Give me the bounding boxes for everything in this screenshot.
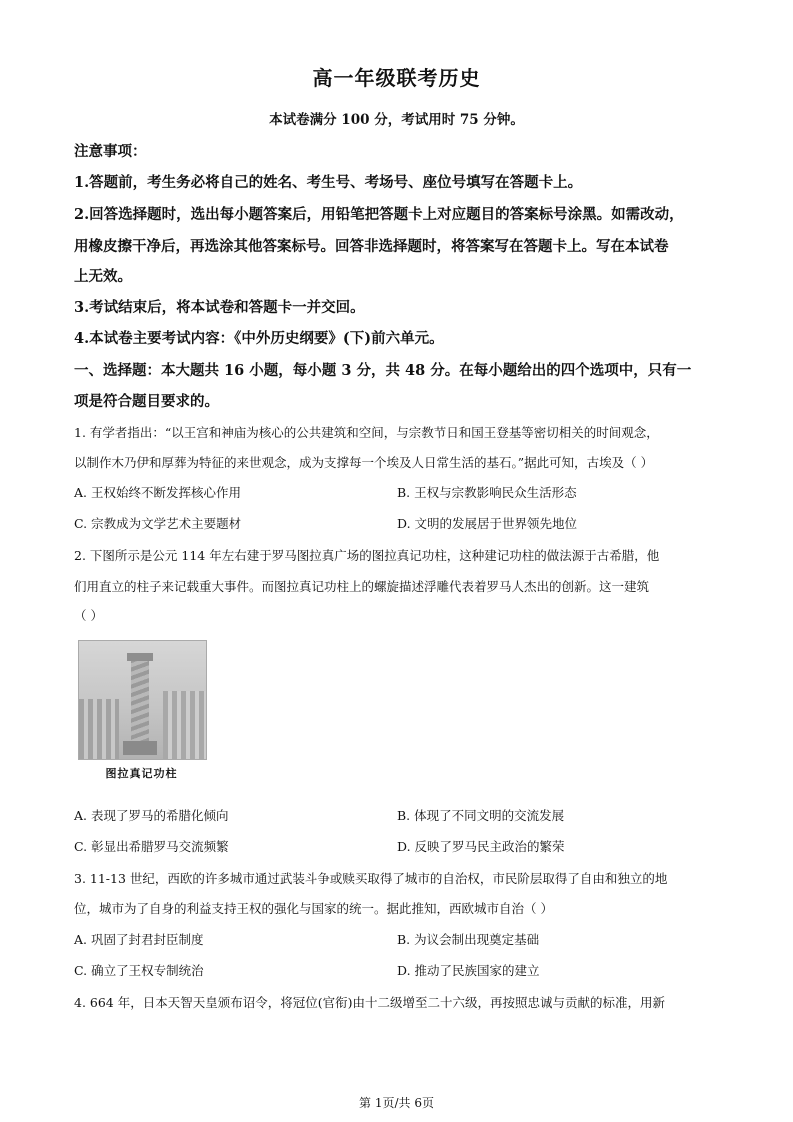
- notice-item: 2.回答选择题时，选出每小题答案后，用铅笔把答题卡上对应题目的答案标号涂黑。如需改动，: [74, 206, 684, 223]
- section-heading: 一、选择题：本大题共 16 小题，每小题 3 分，共 48 分。在每小题给出的四个选项中，只有一: [74, 362, 692, 379]
- question-1-option-a: A. 王权始终不断发挥核心作用: [74, 485, 241, 500]
- question-4-text: 4. 664 年，日本天智天皇颁布诏令，将冠位(官衔)由十二级增至二十六级，再按照忠诚与贡献的标准，用新: [74, 995, 665, 1010]
- question-1-text: 以制作木乃伊和厚葬为特征的来世观念，成为支撑每一个埃及人日常生活的基石。”据此可知，古埃及（ ）: [74, 455, 654, 470]
- trajan-column-image: [78, 640, 207, 760]
- question-1-option-c: C. 宗教成为文学艺术主要题材: [74, 516, 242, 531]
- question-3-option-c: C. 确立了王权专制统治: [74, 963, 204, 978]
- page-title: 高一年级联考历史: [312, 66, 481, 90]
- question-1-text: 1. 有学者指出：“以王宫和神庙为核心的公共建筑和空间，与宗教节日和国王登基等密切相关的时间观念，: [74, 425, 659, 440]
- notice-heading: 注意事项：: [74, 143, 147, 160]
- section-heading: 项是符合题目要求的。: [74, 393, 219, 410]
- question-2-option-d: D. 反映了罗马民主政治的繁荣: [397, 839, 565, 854]
- question-1-option-d: D. 文明的发展居于世界领先地位: [397, 516, 578, 531]
- question-2-text: 2. 下图所示是公元 114 年左右建于罗马图拉真广场的图拉真记功柱，这种建记功柱的做法源于古希腊，他: [74, 548, 660, 563]
- question-2-option-c: C. 彰显出希腊罗马交流频繁: [74, 839, 229, 854]
- question-3-text: 3. 11-13 世纪，西欧的许多城市通过武装斗争或赎买取得了城市的自治权，市民阶层取得了自由和独立的地: [74, 871, 668, 886]
- question-2-option-a: A. 表现了罗马的希腊化倾向: [74, 808, 229, 823]
- page-number: 第 1页/共 6页: [359, 1096, 434, 1110]
- question-3-option-d: D. 推动了民族国家的建立: [397, 963, 540, 978]
- notice-item: 用橡皮擦干净后，再选涂其他答案标号。回答非选择题时，将答案写在答题卡上。写在本试卷: [74, 238, 669, 255]
- question-1-option-b: B. 王权与宗教影响民众生活形态: [397, 485, 577, 500]
- notice-item: 3.考试结束后，将本试卷和答题卡一并交回。: [74, 299, 365, 316]
- question-2-text: （ ）: [74, 608, 103, 623]
- question-3-option-b: B. 为议会制出现奠定基础: [397, 932, 540, 947]
- notice-item: 4.本试卷主要考试内容：《中外历史纲要》(下)前六单元。: [74, 330, 444, 347]
- question-3-option-a: A. 巩固了封君封臣制度: [74, 932, 204, 947]
- question-3-text: 位，城市为了自身的利益支持王权的强化与国家的统一。据此推知，西欧城市自治（ ）: [74, 901, 553, 916]
- notice-item: 1.答题前，考生务必将自己的姓名、考生号、考场号、座位号填写在答题卡上。: [74, 174, 583, 191]
- question-2-option-b: B. 体现了不同文明的交流发展: [397, 808, 565, 823]
- figure-caption: 图拉真记功柱: [105, 767, 178, 780]
- notice-item: 上无效。: [74, 268, 132, 285]
- exam-subtitle: 本试卷满分 100 分，考试用时 75 分钟。: [269, 112, 524, 128]
- question-2-text: 们用直立的柱子来记载重大事件。而图拉真记功柱上的螺旋描述浮雕代表着罗马人杰出的创新。这一建筑: [74, 579, 650, 594]
